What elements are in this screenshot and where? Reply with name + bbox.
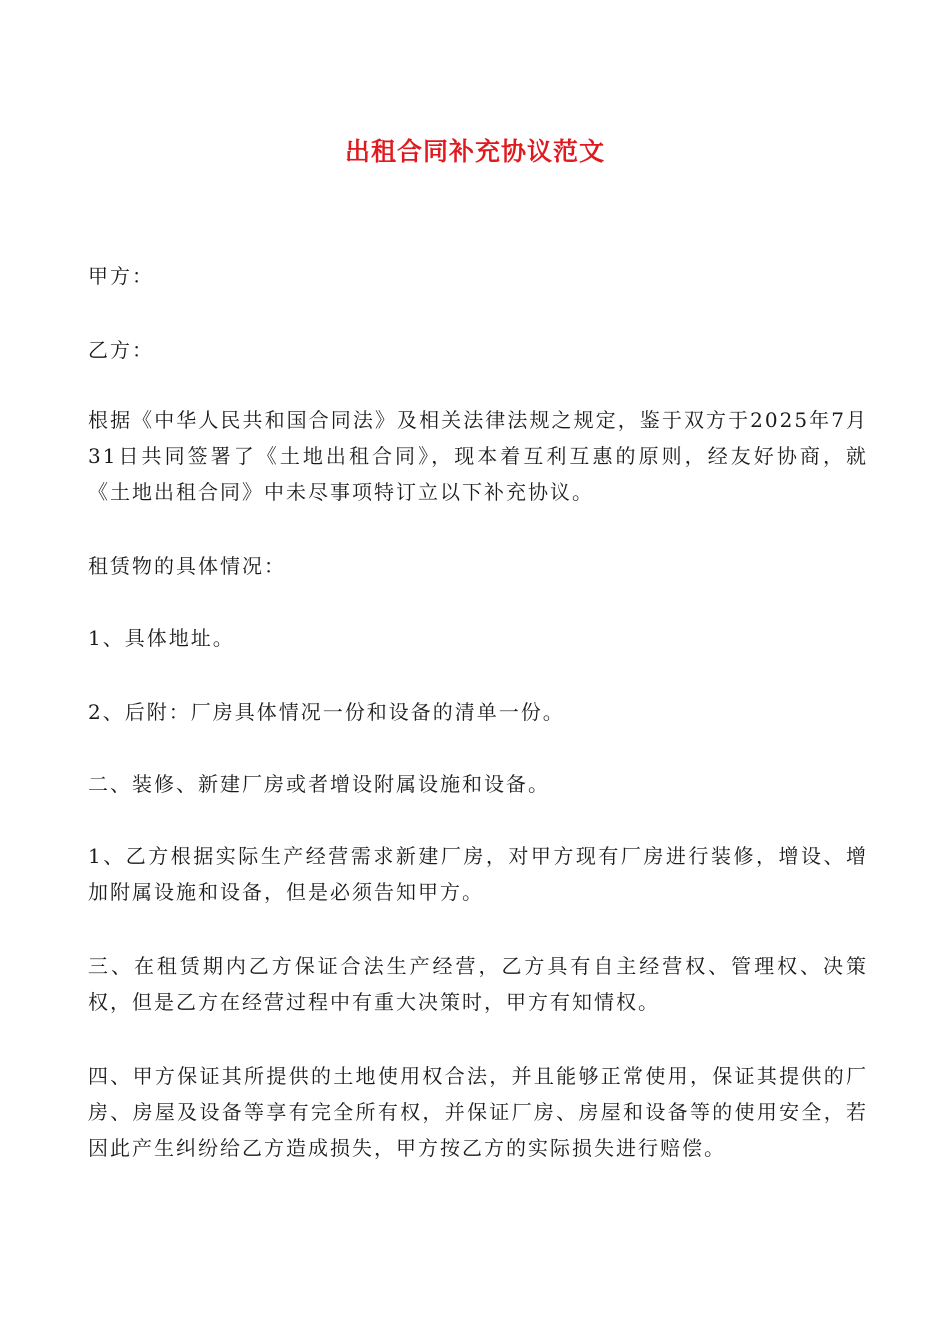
lease-item-2: 2、后附：厂房具体情况一份和设备的清单一份。 (88, 700, 565, 724)
section-4-paragraph: 四、甲方保证其所提供的土地使用权合法，并且能够正常使用，保证其提供的厂房、房屋及设备等享有完全所有权，并保证厂房、房屋和设备等的使用安全，若因此产生纠纷给乙方造成损失，甲方按乙方的实际损失进行赔偿。 (88, 1064, 868, 1160)
section-3-paragraph: 三、在租赁期内乙方保证合法生产经营，乙方具有自主经营权、管理权、决策权，但是乙方在经营过程中有重大决策时，甲方有知情权。 (88, 954, 868, 1014)
section-2-heading: 二、装修、新建厂房或者增设附属设施和设备。 (88, 772, 550, 796)
party-b-label: 乙方： (88, 338, 154, 362)
party-a-label: 甲方： (88, 264, 154, 288)
lease-heading: 租赁物的具体情况： (88, 554, 286, 578)
intro-paragraph: 根据《中华人民共和国合同法》及相关法律法规之规定，鉴于双方于2025年7月31日共同签署了《土地出租合同》，现本着互利互惠的原则，经友好协商，就《土地出租合同》中未尽事项特订立以下补充协议。 (88, 408, 868, 504)
document-title: 出租合同补充协议范文 (344, 137, 605, 166)
lease-item-1: 1、具体地址。 (88, 626, 235, 650)
section-2-item-1: 1、乙方根据实际生产经营需求新建厂房，对甲方现有厂房进行装修，增设、增加附属设施和设备，但是必须告知甲方。 (88, 844, 868, 904)
